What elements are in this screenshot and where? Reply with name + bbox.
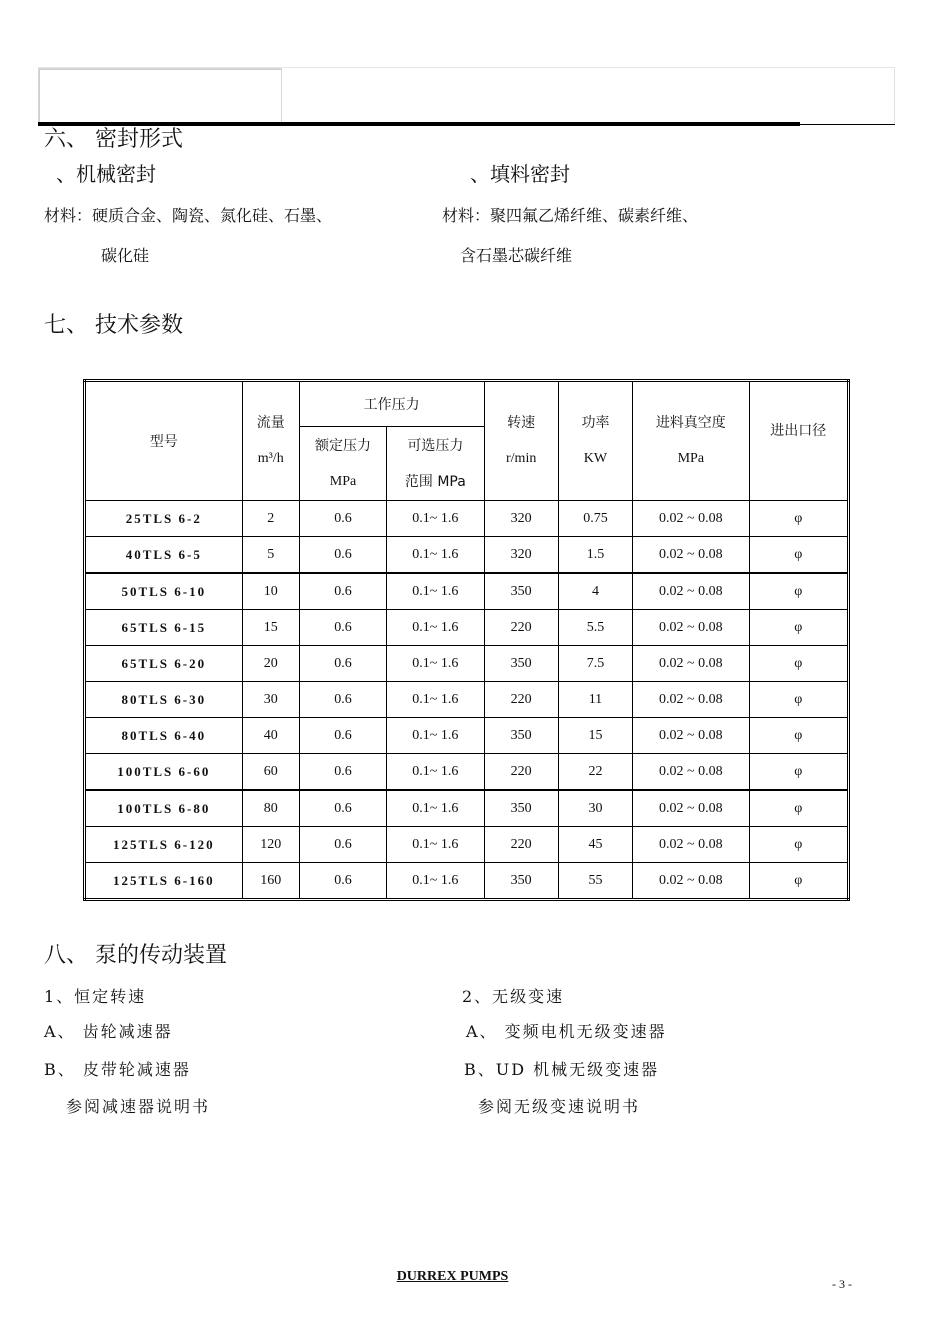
cell-power: 55 [558, 863, 632, 900]
cell-vacuum: 0.02 ~ 0.08 [633, 754, 749, 791]
cell-speed: 350 [484, 646, 558, 682]
cell-port: φ [749, 718, 848, 754]
cell-port: φ [749, 790, 848, 827]
cell-power: 15 [558, 718, 632, 754]
header-power: 功率 KW [558, 381, 632, 501]
cell-flow: 60 [242, 754, 299, 791]
cell-port: φ [749, 610, 848, 646]
constant-speed-heading: 1、恒定转速 [44, 987, 147, 1006]
cell-port: φ [749, 537, 848, 574]
cell-power: 30 [558, 790, 632, 827]
cell-vacuum: 0.02 ~ 0.08 [633, 682, 749, 718]
cell-range: 0.1~ 1.6 [387, 610, 484, 646]
cell-vacuum: 0.02 ~ 0.08 [633, 501, 749, 537]
mechanical-seal-material-line2: 碳化硅 [101, 246, 150, 265]
table-row [85, 537, 849, 574]
header-work-pressure: 工作压力 [299, 381, 484, 427]
cell-range: 0.1~ 1.6 [387, 718, 484, 754]
cell-speed: 220 [484, 610, 558, 646]
table-row [85, 863, 849, 900]
cell-flow: 10 [242, 573, 299, 610]
cell-vacuum: 0.02 ~ 0.08 [633, 573, 749, 610]
cell-rated: 0.6 [299, 573, 386, 610]
packing-seal-heading: 、填料密封 [470, 162, 570, 186]
header-rated-pressure: 额定压力 MPa [299, 427, 386, 501]
table-row [85, 682, 849, 718]
mechanical-seal-heading: 、机械密封 [56, 162, 156, 186]
cell-model: 80TLS 6-40 [85, 718, 243, 754]
cell-range: 0.1~ 1.6 [387, 754, 484, 791]
table-row [85, 827, 849, 863]
header-logo-box [38, 68, 282, 124]
cell-speed: 220 [484, 827, 558, 863]
cell-range: 0.1~ 1.6 [387, 827, 484, 863]
reducer-manual-ref: 参阅减速器说明书 [66, 1097, 211, 1116]
cell-power: 11 [558, 682, 632, 718]
section-8-title: 八、 泵的传动装置 [44, 943, 227, 968]
cell-power: 45 [558, 827, 632, 863]
cell-model: 80TLS 6-30 [85, 682, 243, 718]
header-flow: 流量 m³/h [242, 381, 299, 501]
cell-flow: 160 [242, 863, 299, 900]
cell-speed: 350 [484, 790, 558, 827]
cell-flow: 15 [242, 610, 299, 646]
cell-vacuum: 0.02 ~ 0.08 [633, 718, 749, 754]
cell-model: 100TLS 6-80 [85, 790, 243, 827]
cell-range: 0.1~ 1.6 [387, 790, 484, 827]
table-row [85, 646, 849, 682]
cell-flow: 40 [242, 718, 299, 754]
header-speed: 转速 r/min [484, 381, 558, 501]
page-number: - 3 - [832, 1277, 852, 1291]
cell-vacuum: 0.02 ~ 0.08 [633, 827, 749, 863]
cell-power: 1.5 [558, 537, 632, 574]
cell-power: 7.5 [558, 646, 632, 682]
cell-speed: 220 [484, 754, 558, 791]
cell-model: 65TLS 6-20 [85, 646, 243, 682]
cell-model: 40TLS 6-5 [85, 537, 243, 574]
cell-model: 125TLS 6-120 [85, 827, 243, 863]
packing-seal-material-line1: 材料：聚四氟乙烯纤维、碳素纤维、 [442, 206, 699, 225]
table-row [85, 754, 849, 791]
stepless-manual-ref: 参阅无级变速说明书 [478, 1097, 641, 1116]
header-right-rule [894, 67, 895, 125]
cell-rated: 0.6 [299, 646, 386, 682]
cell-flow: 2 [242, 501, 299, 537]
cell-rated: 0.6 [299, 537, 386, 574]
cell-flow: 80 [242, 790, 299, 827]
cell-rated: 0.6 [299, 501, 386, 537]
cell-rated: 0.6 [299, 754, 386, 791]
cell-model: 100TLS 6-60 [85, 754, 243, 791]
cell-speed: 320 [484, 537, 558, 574]
cell-power: 0.75 [558, 501, 632, 537]
cell-model: 65TLS 6-15 [85, 610, 243, 646]
vfd-motor-item: A、 变频电机无级变速器 [466, 1022, 667, 1041]
packing-seal-material-line2: 含石墨芯碳纤维 [460, 246, 573, 265]
cell-port: φ [749, 827, 848, 863]
cell-model: 125TLS 6-160 [85, 863, 243, 900]
cell-range: 0.1~ 1.6 [387, 573, 484, 610]
cell-speed: 350 [484, 718, 558, 754]
cell-model: 50TLS 6-10 [85, 573, 243, 610]
cell-flow: 5 [242, 537, 299, 574]
cell-vacuum: 0.02 ~ 0.08 [633, 863, 749, 900]
cell-port: φ [749, 863, 848, 900]
gear-reducer-item: A、 齿轮减速器 [44, 1022, 173, 1041]
cell-power: 22 [558, 754, 632, 791]
cell-port: φ [749, 682, 848, 718]
cell-vacuum: 0.02 ~ 0.08 [633, 646, 749, 682]
cell-power: 4 [558, 573, 632, 610]
cell-range: 0.1~ 1.6 [387, 863, 484, 900]
cell-speed: 320 [484, 501, 558, 537]
cell-port: φ [749, 646, 848, 682]
ud-mechanical-item: B、UD 机械无级变速器 [464, 1060, 660, 1079]
cell-speed: 350 [484, 863, 558, 900]
cell-flow: 20 [242, 646, 299, 682]
header-port: 进出口径 [749, 381, 848, 501]
cell-port: φ [749, 573, 848, 610]
table-row [85, 610, 849, 646]
cell-vacuum: 0.02 ~ 0.08 [633, 790, 749, 827]
table-row [85, 718, 849, 754]
cell-port: φ [749, 754, 848, 791]
tech-params-table [83, 379, 850, 901]
cell-range: 0.1~ 1.6 [387, 537, 484, 574]
cell-vacuum: 0.02 ~ 0.08 [633, 537, 749, 574]
section-6-title: 六、 密封形式 [44, 127, 183, 152]
cell-flow: 30 [242, 682, 299, 718]
cell-rated: 0.6 [299, 863, 386, 900]
cell-port: φ [749, 501, 848, 537]
cell-rated: 0.6 [299, 682, 386, 718]
header-optional-pressure: 可选压力 范围 MPa [387, 427, 484, 501]
cell-range: 0.1~ 1.6 [387, 646, 484, 682]
cell-range: 0.1~ 1.6 [387, 682, 484, 718]
cell-flow: 120 [242, 827, 299, 863]
header-model: 型号 [85, 381, 243, 501]
table-row [85, 501, 849, 537]
cell-rated: 0.6 [299, 718, 386, 754]
section-7-title: 七、 技术参数 [44, 313, 183, 338]
cell-model: 25TLS 6-2 [85, 501, 243, 537]
footer-brand: DURREX PUMPS [396, 1269, 509, 1284]
cell-range: 0.1~ 1.6 [387, 501, 484, 537]
header-rule-extension [800, 124, 895, 125]
cell-rated: 0.6 [299, 790, 386, 827]
table-row [85, 573, 849, 610]
cell-speed: 350 [484, 573, 558, 610]
belt-reducer-item: B、 皮带轮减速器 [44, 1060, 191, 1079]
header-vacuum: 进料真空度 MPa [633, 381, 749, 501]
stepless-speed-heading: 2、无级变速 [462, 987, 565, 1006]
cell-vacuum: 0.02 ~ 0.08 [633, 610, 749, 646]
cell-rated: 0.6 [299, 610, 386, 646]
cell-rated: 0.6 [299, 827, 386, 863]
mechanical-seal-material-line1: 材料：硬质合金、陶瓷、氮化硅、石墨、 [44, 206, 333, 225]
cell-speed: 220 [484, 682, 558, 718]
cell-power: 5.5 [558, 610, 632, 646]
table-row [85, 790, 849, 827]
